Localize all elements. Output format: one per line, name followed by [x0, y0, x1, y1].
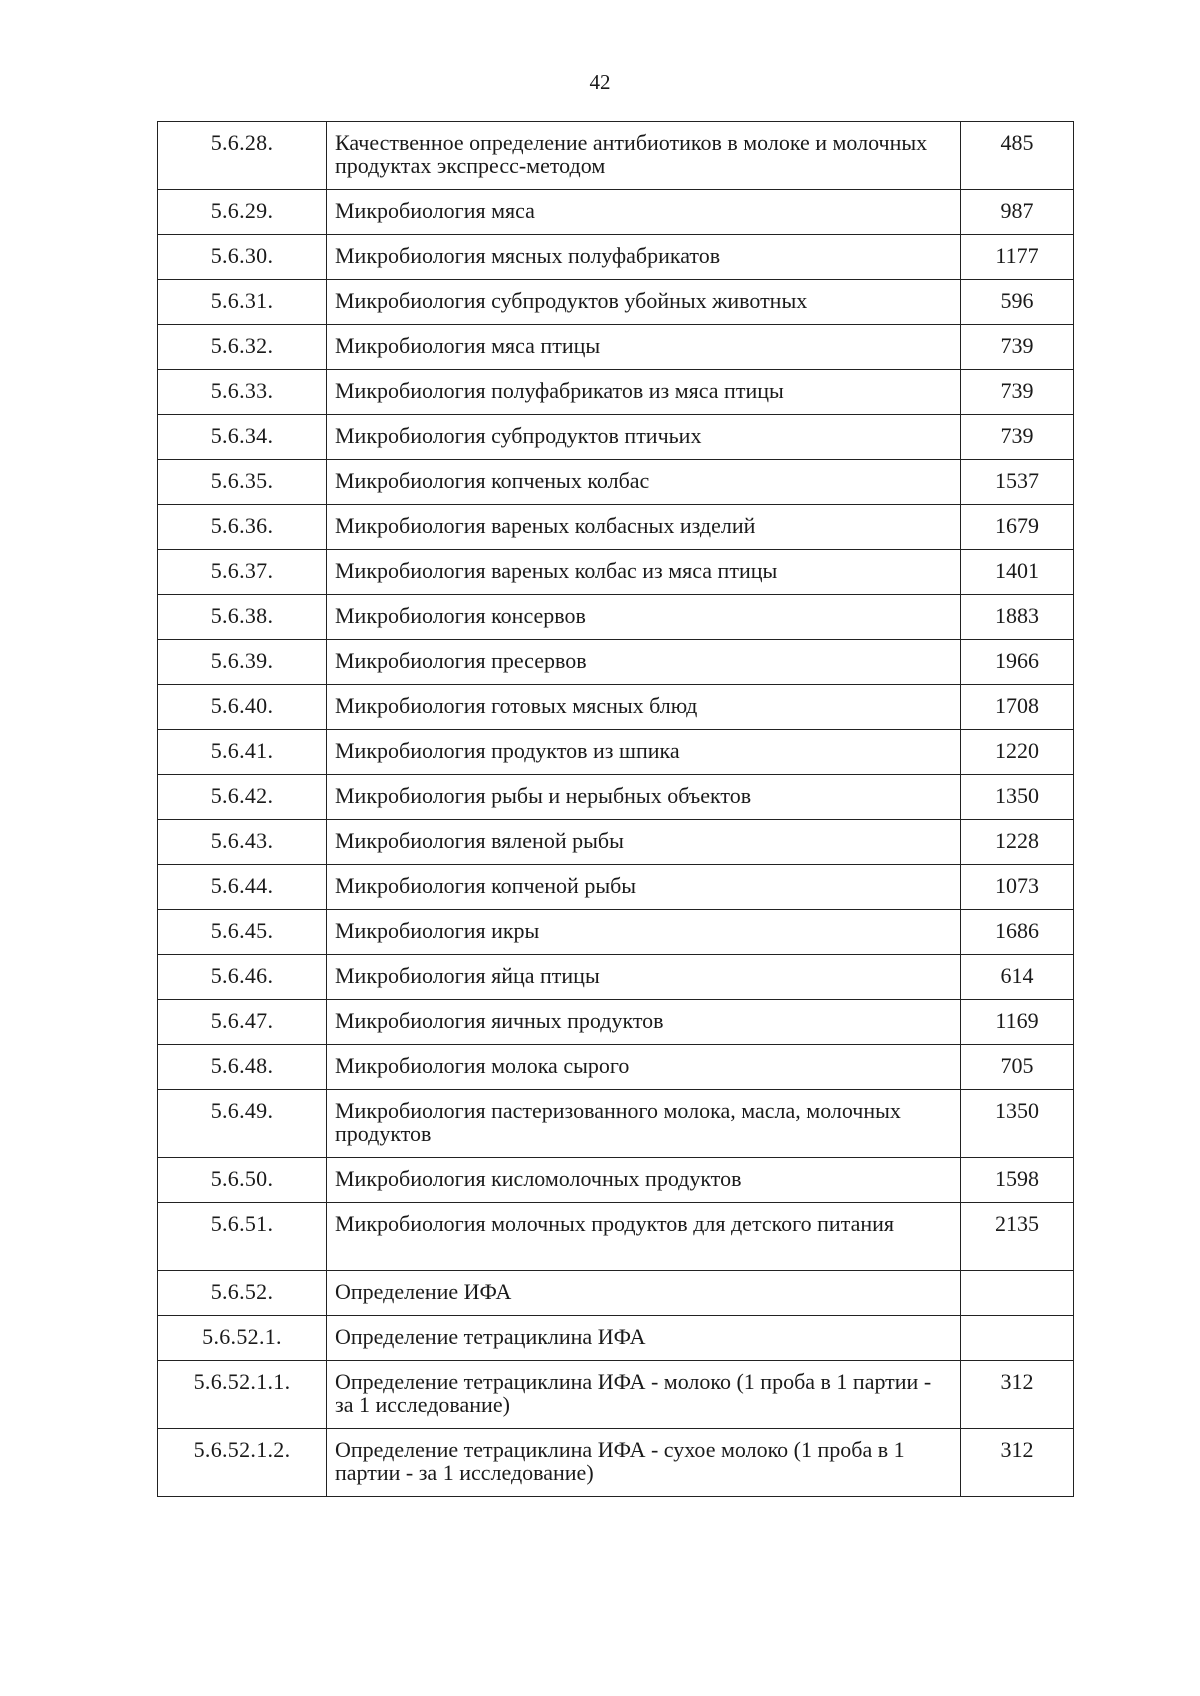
table-row — [158, 1045, 1074, 1090]
item-name: Микробиология копченой рыбы — [327, 865, 961, 910]
item-code: 5.6.52. — [158, 1271, 327, 1316]
item-name: Микробиология полуфабрикатов из мяса птицы — [327, 370, 961, 415]
item-price: 1350 — [961, 775, 1074, 820]
table-row — [158, 1000, 1074, 1045]
item-code: 5.6.31. — [158, 280, 327, 325]
item-name: Микробиология яичных продуктов — [327, 1000, 961, 1045]
table-row — [158, 1090, 1074, 1158]
table-row — [158, 1361, 1074, 1429]
item-name: Микробиология мясных полуфабрикатов — [327, 235, 961, 280]
table-row — [158, 190, 1074, 235]
item-price: 739 — [961, 370, 1074, 415]
item-price: 1220 — [961, 730, 1074, 775]
item-price: 1966 — [961, 640, 1074, 685]
item-code: 5.6.52.1. — [158, 1316, 327, 1361]
item-code: 5.6.29. — [158, 190, 327, 235]
item-name: Микробиология молочных продуктов для детского питания — [327, 1203, 961, 1271]
item-code: 5.6.28. — [158, 122, 327, 190]
item-code: 5.6.41. — [158, 730, 327, 775]
table-row — [158, 325, 1074, 370]
table-row — [158, 730, 1074, 775]
table-row — [158, 370, 1074, 415]
item-price: 485 — [961, 122, 1074, 190]
item-price: 1177 — [961, 235, 1074, 280]
item-price — [961, 1316, 1074, 1361]
item-name: Микробиология вяленой рыбы — [327, 820, 961, 865]
item-name: Микробиология молока сырого — [327, 1045, 961, 1090]
item-name: Определение тетрациклина ИФА - молоко (1 проба в 1 партии - за 1 исследование) — [327, 1361, 961, 1429]
item-code: 5.6.37. — [158, 550, 327, 595]
item-code: 5.6.39. — [158, 640, 327, 685]
item-name: Определение ИФА — [327, 1271, 961, 1316]
item-name: Определение тетрациклина ИФА — [327, 1316, 961, 1361]
item-price: 1537 — [961, 460, 1074, 505]
table-row — [158, 910, 1074, 955]
item-price: 1169 — [961, 1000, 1074, 1045]
item-name: Микробиология пресервов — [327, 640, 961, 685]
item-price: 1073 — [961, 865, 1074, 910]
item-price: 1350 — [961, 1090, 1074, 1158]
price-table — [157, 121, 1074, 1497]
item-name: Микробиология кисломолочных продуктов — [327, 1158, 961, 1203]
item-price: 705 — [961, 1045, 1074, 1090]
table-row — [158, 955, 1074, 1000]
item-code: 5.6.48. — [158, 1045, 327, 1090]
item-name: Микробиология мяса — [327, 190, 961, 235]
item-price: 596 — [961, 280, 1074, 325]
item-price: 1228 — [961, 820, 1074, 865]
item-name: Микробиология копченых колбас — [327, 460, 961, 505]
item-name: Микробиология консервов — [327, 595, 961, 640]
item-name: Микробиология субпродуктов птичьих — [327, 415, 961, 460]
table-row — [158, 685, 1074, 730]
item-code: 5.6.44. — [158, 865, 327, 910]
item-name: Микробиология продуктов из шпика — [327, 730, 961, 775]
item-price: 1401 — [961, 550, 1074, 595]
item-price: 312 — [961, 1361, 1074, 1429]
item-code: 5.6.32. — [158, 325, 327, 370]
item-code: 5.6.47. — [158, 1000, 327, 1045]
item-code: 5.6.30. — [158, 235, 327, 280]
table-row — [158, 1316, 1074, 1361]
item-name: Микробиология вареных колбасных изделий — [327, 505, 961, 550]
item-code: 5.6.52.1.1. — [158, 1361, 327, 1429]
item-code: 5.6.34. — [158, 415, 327, 460]
item-code: 5.6.45. — [158, 910, 327, 955]
table-row — [158, 820, 1074, 865]
item-code: 5.6.43. — [158, 820, 327, 865]
item-code: 5.6.42. — [158, 775, 327, 820]
item-name: Качественное определение антибиотиков в молоке и молочных продуктах экспресс-методом — [327, 122, 961, 190]
table-row — [158, 640, 1074, 685]
item-name: Микробиология яйца птицы — [327, 955, 961, 1000]
item-price: 1883 — [961, 595, 1074, 640]
table-row — [158, 775, 1074, 820]
item-name: Микробиология пастеризованного молока, масла, молочных продуктов — [327, 1090, 961, 1158]
item-price: 1686 — [961, 910, 1074, 955]
item-price: 614 — [961, 955, 1074, 1000]
item-code: 5.6.35. — [158, 460, 327, 505]
item-name: Определение тетрациклина ИФА - сухое молоко (1 проба в 1 партии - за 1 исследование) — [327, 1429, 961, 1497]
table-row — [158, 235, 1074, 280]
item-name: Микробиология рыбы и нерыбных объектов — [327, 775, 961, 820]
item-code: 5.6.40. — [158, 685, 327, 730]
table-row — [158, 595, 1074, 640]
item-price: 1679 — [961, 505, 1074, 550]
table-row — [158, 550, 1074, 595]
item-name: Микробиология мяса птицы — [327, 325, 961, 370]
item-name: Микробиология вареных колбас из мяса птицы — [327, 550, 961, 595]
table-row — [158, 865, 1074, 910]
item-price: 739 — [961, 415, 1074, 460]
table-row — [158, 460, 1074, 505]
item-price: 2135 — [961, 1203, 1074, 1271]
item-code: 5.6.46. — [158, 955, 327, 1000]
table-row — [158, 1271, 1074, 1316]
item-code: 5.6.51. — [158, 1203, 327, 1271]
table-row — [158, 1158, 1074, 1203]
item-code: 5.6.49. — [158, 1090, 327, 1158]
item-price: 1708 — [961, 685, 1074, 730]
table-row — [158, 280, 1074, 325]
item-code: 5.6.36. — [158, 505, 327, 550]
table-row — [158, 415, 1074, 460]
item-price: 312 — [961, 1429, 1074, 1497]
item-code: 5.6.33. — [158, 370, 327, 415]
page-number: 42 — [589, 70, 611, 94]
item-price: 1598 — [961, 1158, 1074, 1203]
item-code: 5.6.38. — [158, 595, 327, 640]
item-name: Микробиология субпродуктов убойных животных — [327, 280, 961, 325]
table-row — [158, 505, 1074, 550]
table-row — [158, 122, 1074, 190]
item-code: 5.6.50. — [158, 1158, 327, 1203]
item-name: Микробиология икры — [327, 910, 961, 955]
item-code: 5.6.52.1.2. — [158, 1429, 327, 1497]
table-row — [158, 1203, 1074, 1271]
table-row — [158, 1429, 1074, 1497]
item-price: 987 — [961, 190, 1074, 235]
item-price — [961, 1271, 1074, 1316]
item-price: 739 — [961, 325, 1074, 370]
item-name: Микробиология готовых мясных блюд — [327, 685, 961, 730]
